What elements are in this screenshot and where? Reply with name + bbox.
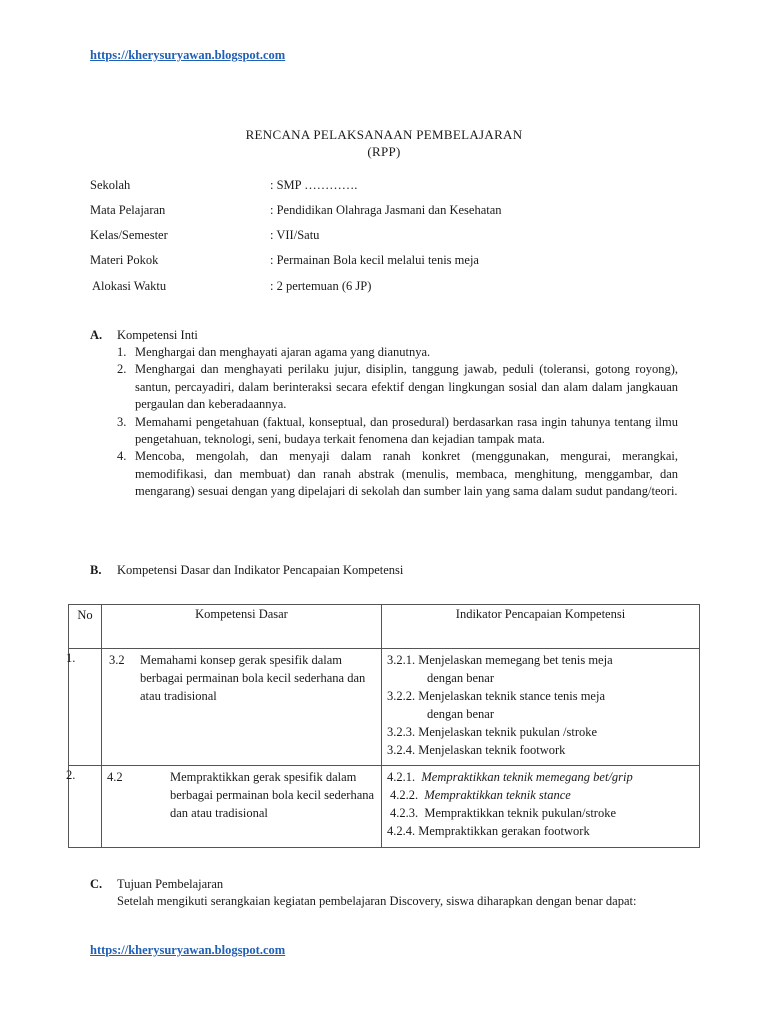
meta-label: Materi Pokok (90, 253, 159, 267)
indicator-cont: dengan benar (427, 707, 494, 721)
indicator-item: 4.2.3. Mempraktikkan teknik pukulan/stroke (390, 806, 617, 820)
meta-value: : Pendidikan Olahraga Jasmani dan Kesehatan (270, 203, 502, 217)
row-ind-cell (382, 766, 700, 848)
row-no-cell (66, 649, 102, 766)
indicator-item: 4.2.2. Mempraktikkan teknik stance (390, 788, 571, 802)
meta-label: Sekolah (90, 178, 131, 192)
table-row (69, 649, 700, 766)
header-ind-cell (382, 605, 700, 649)
header-link[interactable]: https://kherysuryawan.blogspot.com (90, 48, 286, 62)
list-number: 4. (117, 449, 127, 464)
kd-content (102, 649, 381, 705)
section-title: Kompetensi Inti (117, 328, 198, 342)
document-subtitle: (RPP) (367, 144, 401, 159)
list-number: 1. (117, 345, 127, 359)
section-letter: A. (90, 328, 103, 342)
meta-value: : Permainan Bola kecil melalui tenis meja (270, 253, 479, 267)
list-item (117, 361, 678, 413)
list-text: Menghargai dan menghayati ajaran agama yang dianutnya. (135, 345, 431, 359)
meta-label: Alokasi Waktu (92, 279, 167, 293)
list-text: Memahami pengetahuan (faktual, konseptual, dan prosedural) berdasarkan rasa ingin tahunya tentang ilmu pengetahuan, teknologi, seni, budaya terkait fenomena dan kejadian tampak mata. (135, 414, 678, 447)
meta-row-alokasi (90, 279, 690, 299)
meta-value: : VII/Satu (270, 228, 320, 242)
list-item (117, 344, 678, 361)
table-row (69, 766, 700, 848)
header-ind: Indikator Pencapaian Kompetensi (455, 607, 626, 621)
section-letter: C. (90, 877, 103, 891)
indicator-item: 3.2.3. Menjelaskan teknik pukulan /stroke (387, 725, 598, 739)
footer-link[interactable]: https://kherysuryawan.blogspot.com (90, 943, 286, 957)
indicator-list (382, 649, 699, 759)
row-no-cell (66, 766, 102, 848)
list-item (117, 414, 678, 449)
section-c-paragraph: Setelah mengikuti serangkaian kegiatan pembelajaran Discovery, siswa diharapkan dengan benar dapat: (117, 894, 637, 908)
list-item (117, 448, 678, 500)
section-title: Kompetensi Dasar dan Indikator Pencapaian Kompetensi (117, 563, 404, 577)
meta-row-sekolah (90, 178, 690, 198)
meta-row-materi (90, 253, 690, 273)
kompetensi-inti-list (117, 344, 678, 501)
indicator-item: 3.2.1. Menjelaskan memegang bet tenis meja (387, 653, 613, 667)
meta-row-kelas (90, 228, 690, 248)
section-title: Tujuan Pembelajaran (117, 877, 224, 891)
indicator-cont: dengan benar (427, 671, 494, 685)
meta-row-mapel (90, 203, 690, 223)
header-kd-cell (102, 605, 382, 649)
list-number: 3. (117, 414, 127, 429)
meta-label: Mata Pelajaran (90, 203, 166, 217)
document-title: RENCANA PELAKSANAAN PEMBELAJARAN (245, 127, 523, 142)
header-no-cell (69, 605, 102, 649)
header-no: No (77, 608, 93, 622)
meta-value: : SMP …………. (270, 178, 358, 192)
meta-value: : 2 pertemuan (6 JP) (270, 279, 372, 293)
kd-code: 4.2 (107, 770, 123, 784)
list-number: 2. (117, 362, 127, 377)
kd-code: 3.2 (109, 653, 125, 667)
competency-table (68, 604, 700, 848)
list-text: Menghargai dan menghayati perilaku jujur, disiplin, tanggung jawab, peduli (toleransi, gotong royong), santun, percayadiri, dalam berinteraksi secara efektif dengan lingkungan sosial dan alam dalam jangkauan pergaulan dan keberadaannya. (135, 362, 678, 412)
section-letter: B. (90, 563, 102, 577)
row-kd-cell (102, 766, 382, 848)
row-number: 1. (66, 651, 76, 665)
table-header-row (69, 605, 700, 649)
indicator-item: 3.2.2. Menjelaskan teknik stance tenis meja (387, 689, 605, 703)
indicator-item: 4.2.4. Mempraktikkan gerakan footwork (387, 824, 590, 838)
row-kd-cell (102, 649, 382, 766)
kd-content (102, 766, 381, 822)
header-kd: Kompetensi Dasar (195, 607, 288, 621)
indicator-item: 4.2.1. Mempraktikkan teknik memegang bet/grip (387, 770, 633, 784)
list-text: Mencoba, mengolah, dan menyaji dalam ranah konkret (menggunakan, mengurai, merangkai, memodifikasi, dan membuat) dan ranah abstrak (menulis, membaca, menghitung, menggambar, dan mengarang) sesuai dengan yang dipelajari di sekolah dan sumber lain yang sama dalam sudut pandang/teori. (135, 449, 678, 499)
indicator-item: 3.2.4. Menjelaskan teknik footwork (387, 743, 566, 757)
kd-text: Memahami konsep gerak spesifik dalam berbagai permainan bola kecil sederhana dan atau tradisional (140, 653, 366, 703)
kd-text: Mempraktikkan gerak spesifik dalam berbagai permainan bola kecil sederhana dan atau tradisional (170, 770, 375, 820)
row-ind-cell (382, 649, 700, 766)
row-number: 2. (66, 768, 76, 782)
meta-label: Kelas/Semester (90, 228, 168, 242)
indicator-list (382, 766, 699, 840)
